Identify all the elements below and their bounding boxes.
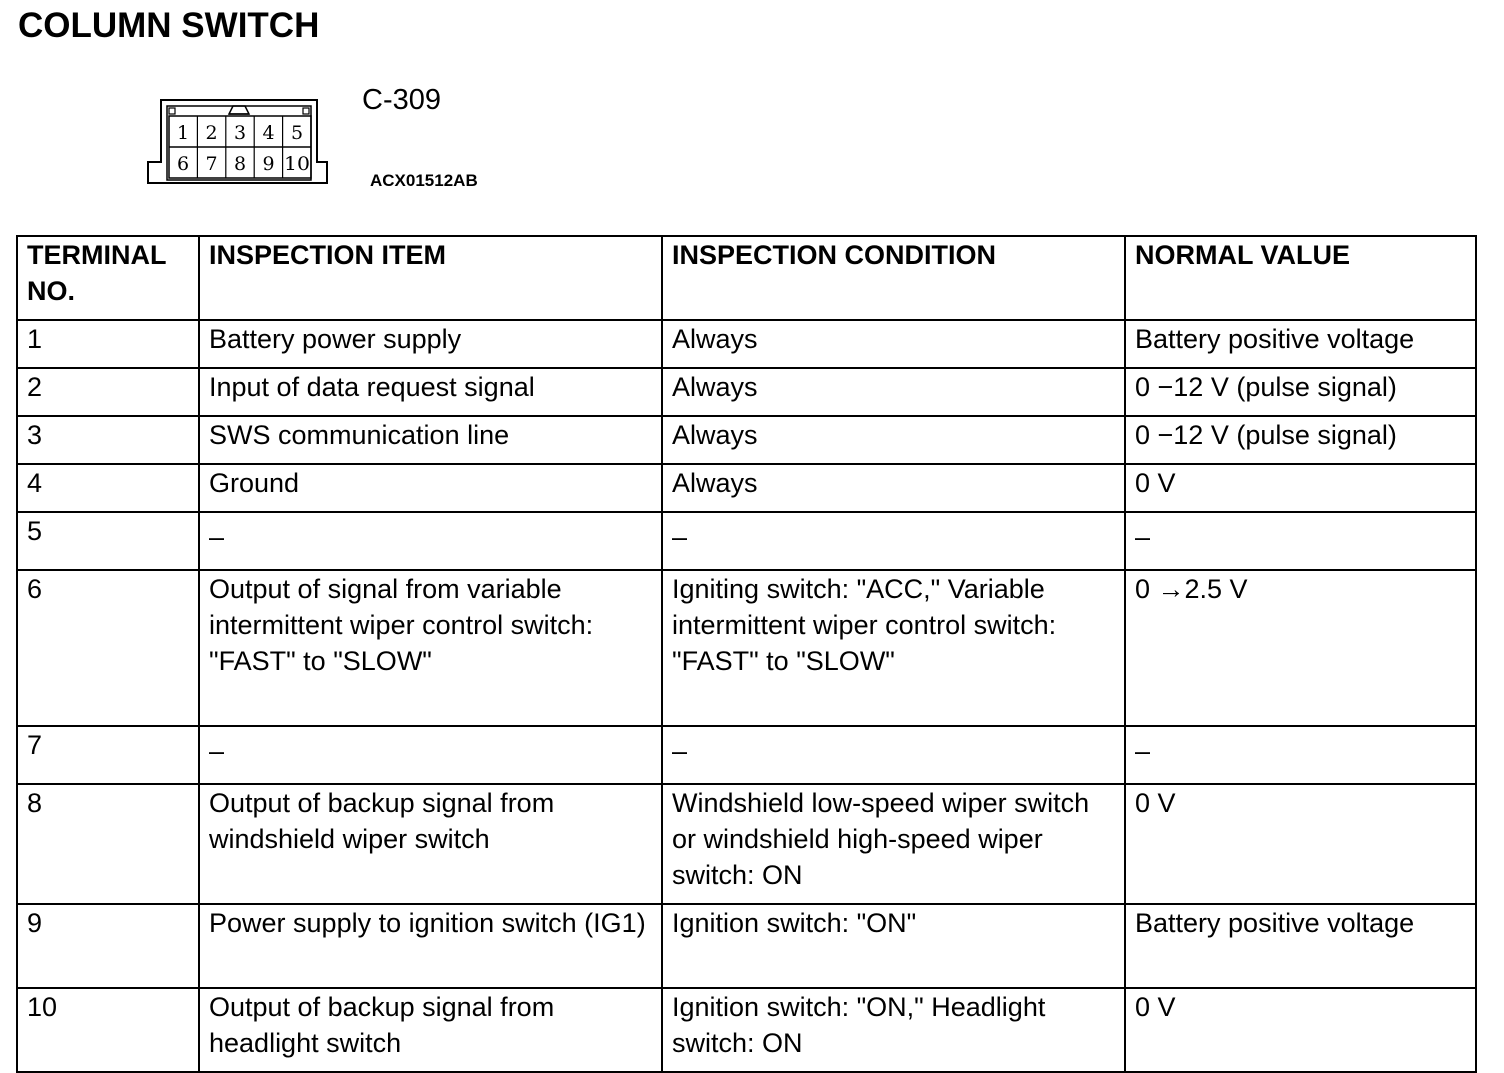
page-title: COLUMN SWITCH: [18, 6, 320, 45]
connector-pin-label: 6: [176, 153, 190, 175]
table-row: [17, 988, 1476, 1072]
cell-condition: Always: [662, 368, 1125, 416]
header-terminal-line2: NO.: [27, 276, 76, 306]
cell-value: 0 V: [1125, 988, 1476, 1072]
cell-item: –: [199, 512, 662, 570]
table-row: [17, 726, 1476, 784]
cell-item: Input of data request signal: [199, 368, 662, 416]
cell-terminal: 10: [17, 988, 199, 1072]
connector-pin-label: 1: [176, 122, 190, 144]
cell-value: 0 V: [1125, 784, 1476, 904]
cell-value: –: [1125, 512, 1476, 570]
cell-terminal: 1: [17, 320, 199, 368]
cell-terminal: 7: [17, 726, 199, 784]
table-row: [17, 512, 1476, 570]
header-terminal-line1: TERMINAL: [27, 240, 167, 270]
cell-value: 0 −12 V (pulse signal): [1125, 368, 1476, 416]
cell-item: Output of backup signal from headlight switch: [199, 988, 662, 1072]
cell-item: –: [199, 726, 662, 784]
cell-value: 0 →2.5 V: [1125, 570, 1476, 726]
table-row: [17, 904, 1476, 988]
cell-value: –: [1125, 726, 1476, 784]
cell-item: Battery power supply: [199, 320, 662, 368]
cell-value: Battery positive voltage: [1125, 904, 1476, 988]
cell-terminal: 2: [17, 368, 199, 416]
cell-item: Output of backup signal from windshield wiper switch: [199, 784, 662, 904]
cell-condition: Always: [662, 464, 1125, 512]
cell-condition: –: [662, 512, 1125, 570]
cell-value: 0 −12 V (pulse signal): [1125, 416, 1476, 464]
figure-code: ACX01512AB: [370, 171, 478, 190]
cell-terminal: 4: [17, 464, 199, 512]
connector-latch-icon: [229, 106, 249, 114]
inspection-table: [16, 235, 1477, 1073]
cell-condition: Always: [662, 416, 1125, 464]
connector-pin-label: 3: [233, 122, 247, 144]
connector-pin-label: 10: [284, 153, 310, 175]
table-row: [17, 784, 1476, 904]
cell-condition: Ignition switch: "ON," Headlight switch: ON: [662, 988, 1125, 1072]
cell-terminal: 9: [17, 904, 199, 988]
cell-terminal: 6: [17, 570, 199, 726]
connector-diagram: [145, 96, 330, 188]
cell-condition: Always: [662, 320, 1125, 368]
connector-pin-label: 7: [205, 153, 218, 175]
connector-pin-label: 8: [233, 153, 247, 175]
cell-item: Output of signal from variable intermittent wiper control switch: "FAST" to "SLOW": [199, 570, 662, 726]
table-row: [17, 464, 1476, 512]
cell-terminal: 3: [17, 416, 199, 464]
connector-id: C-309: [362, 84, 441, 116]
header-condition: INSPECTION CONDITION: [662, 236, 1125, 320]
connector-pin-label: 4: [262, 122, 275, 144]
cell-terminal: 8: [17, 784, 199, 904]
table-row: [17, 570, 1476, 726]
connector-right-tab: [303, 108, 309, 114]
table-row: [17, 320, 1476, 368]
cell-value: Battery positive voltage: [1125, 320, 1476, 368]
header-value: NORMAL VALUE: [1125, 236, 1476, 320]
cell-item: Ground: [199, 464, 662, 512]
connector-pin-label: 9: [262, 153, 275, 175]
cell-value: 0 V: [1125, 464, 1476, 512]
cell-item: SWS communication line: [199, 416, 662, 464]
cell-condition: –: [662, 726, 1125, 784]
cell-terminal: 5: [17, 512, 199, 570]
header-terminal: [17, 236, 199, 320]
table-header-row: [17, 236, 1476, 320]
table-row: [17, 416, 1476, 464]
cell-condition: Windshield low-speed wiper switch or windshield high-speed wiper switch: ON: [662, 784, 1125, 904]
cell-condition: Igniting switch: "ACC," Variable intermittent wiper control switch: "FAST" to "SLOW": [662, 570, 1125, 726]
table-row: [17, 368, 1476, 416]
cell-condition: Ignition switch: "ON": [662, 904, 1125, 988]
connector-pin-label: 5: [290, 122, 304, 144]
cell-item: Power supply to ignition switch (IG1): [199, 904, 662, 988]
header-item: INSPECTION ITEM: [199, 236, 662, 320]
connector-left-tab: [169, 108, 175, 114]
connector-pin-label: 2: [205, 122, 218, 144]
